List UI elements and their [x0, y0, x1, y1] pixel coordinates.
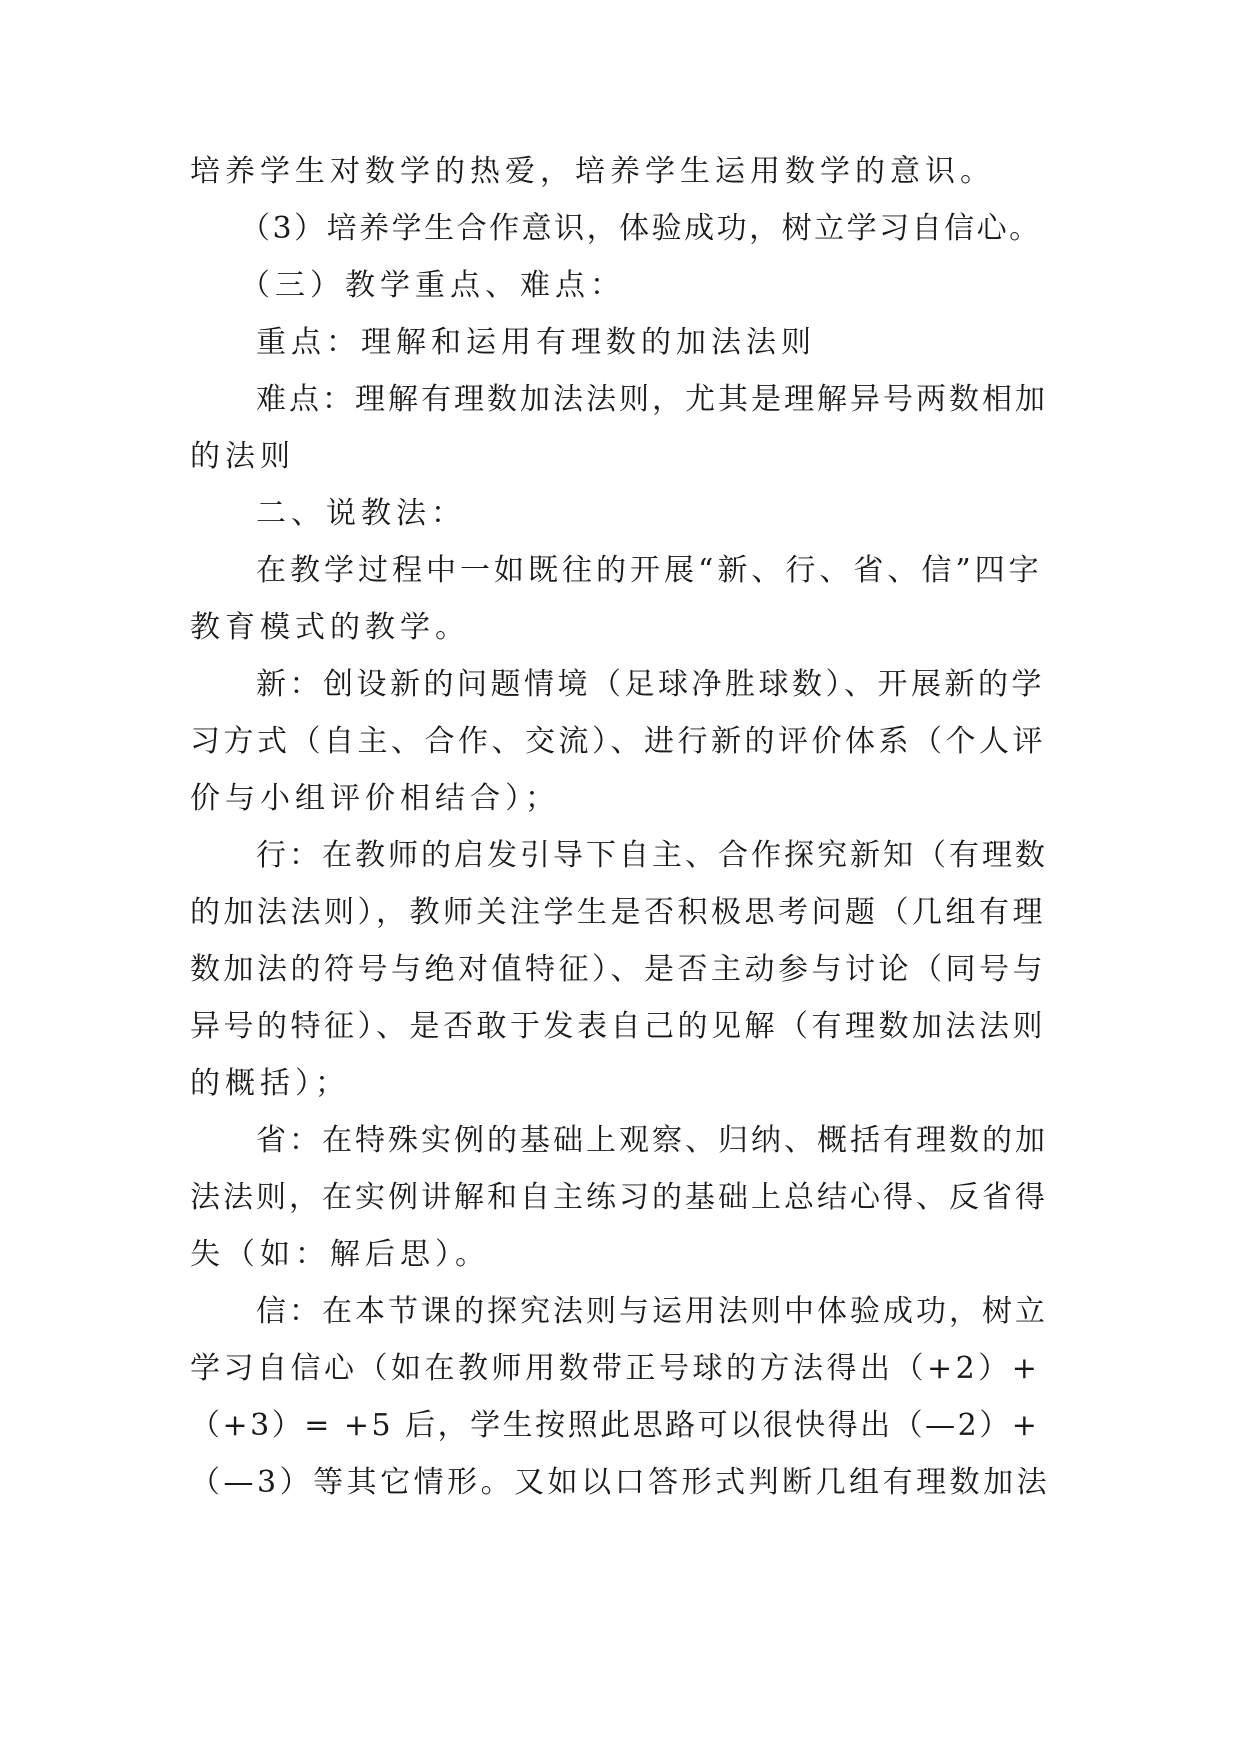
- text-line: 在教学过程中一如既往的开展“新、行、省、信”四字: [256, 553, 1043, 588]
- text-line: 培养学生对数学的热爱，培养学生运用数学的意识。: [190, 154, 995, 189]
- section-heading: 二、说教法：: [256, 496, 466, 531]
- text-line: （+3）= +5 后，学生按照此思路可以很快得出（—2）+: [190, 1408, 1040, 1443]
- text-line: 的法则: [190, 439, 295, 474]
- text-line: 习方式（自主、合作、交流）、进行新的评价体系（个人评: [190, 724, 1046, 759]
- text-line: 重点：理解和运用有理数的加法法则: [256, 325, 816, 360]
- text-line: 数加法的符号与绝对值特征）、是否主动参与讨论（同号与: [190, 952, 1046, 987]
- text-line: （3）培养学生合作意识，体验成功，树立学习自信心。: [240, 211, 1042, 246]
- text-line: 的加法法则），教师关注学生是否积极思考问题（几组有理: [190, 895, 1046, 930]
- text-line: 信：在本节课的探究法则与运用法则中体验成功，树立: [256, 1294, 1048, 1329]
- text-line: 行：在教师的启发引导下自主、合作探究新知（有理数: [256, 838, 1048, 873]
- text-line: 教育模式的教学。: [190, 610, 470, 645]
- text-line: 法法则，在实例讲解和自主练习的基础上总结心得、反省得: [190, 1180, 1048, 1215]
- text-line: （—3）等其它情形。又如以口答形式判断几组有理数加法: [190, 1465, 1051, 1500]
- text-line: 异号的特征）、是否敢于发表自己的见解（有理数加法法则: [190, 1009, 1046, 1044]
- text-line: 难点：理解有理数加法法则，尤其是理解异号两数相加: [256, 382, 1048, 417]
- text-line: 新：创设新的问题情境（足球净胜球数）、开展新的学: [256, 667, 1045, 702]
- text-line: 失（如：解后思）。: [190, 1237, 490, 1272]
- text-line: 的概括）；: [190, 1066, 350, 1101]
- section-heading: （三）教学重点、难点：: [240, 268, 625, 303]
- text-line: 学习自信心（如在教师用数带正号球的方法得出（+2）+: [190, 1351, 1041, 1386]
- text-line: 省：在特殊实例的基础上观察、归纳、概括有理数的加: [256, 1123, 1048, 1158]
- text-line: 价与小组评价相结合）；: [190, 781, 560, 816]
